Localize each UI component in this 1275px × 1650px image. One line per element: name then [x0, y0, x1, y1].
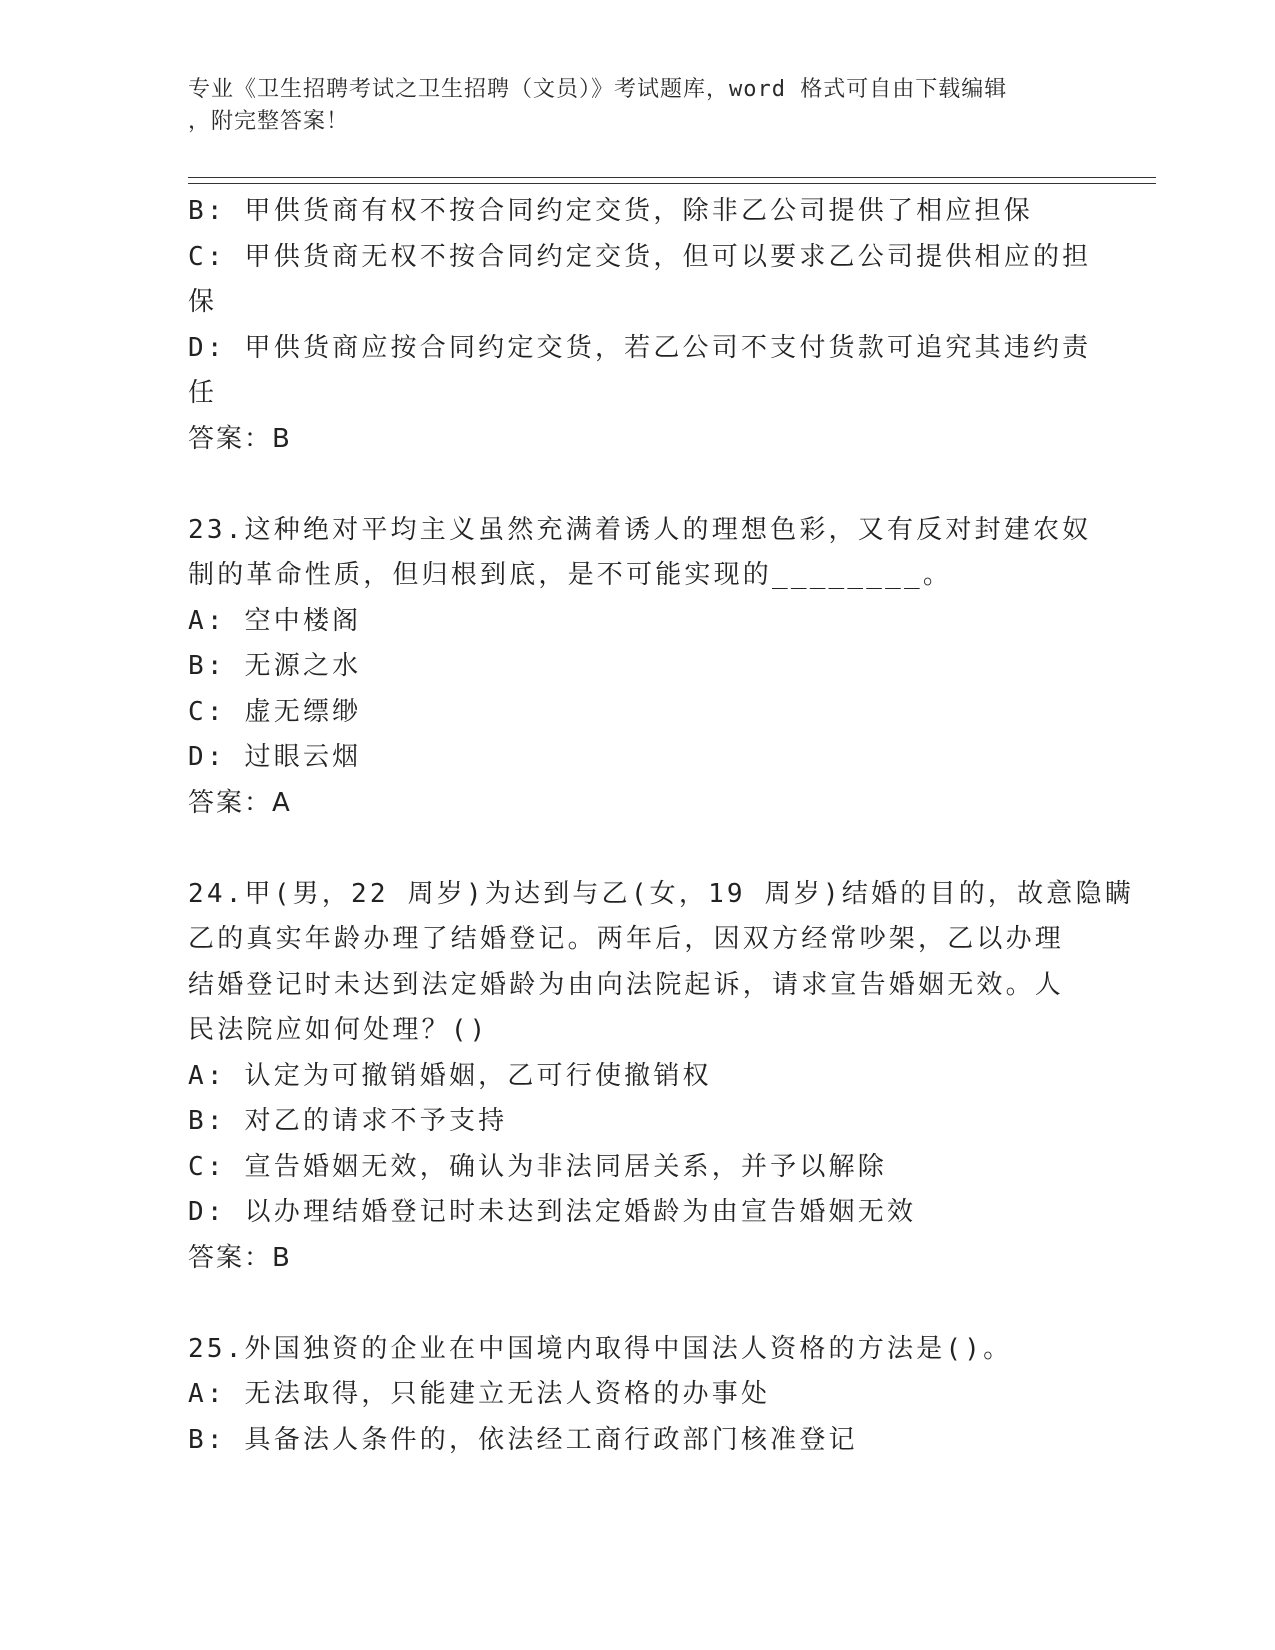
q24-option-c: C: 宣告婚姻无效，确认为非法同居关系，并予以解除	[188, 1151, 887, 1182]
q22-option-c-line-2: 保	[188, 287, 218, 317]
q23-answer: 答案：A	[188, 787, 292, 818]
q22-answer: 答案：B	[188, 423, 292, 454]
q23-option-c: C: 虚无缥缈	[188, 696, 362, 727]
question-22-tail	[188, 189, 1092, 462]
q24-option-a: A: 认定为可撤销婚姻，乙可行使撤销权	[188, 1060, 712, 1091]
q25-option-a: A: 无法取得，只能建立无法人资格的办事处	[188, 1379, 771, 1409]
q24-stem-line-3: 结婚登记时未达到法定婚龄为由向法院起诉，请求宣告婚姻无效。人	[188, 969, 1065, 1000]
spacer	[188, 1281, 1088, 1327]
q24-option-b: B: 对乙的请求不予支持	[188, 1106, 508, 1136]
document-body	[188, 189, 1134, 1463]
document-header	[188, 74, 1088, 138]
spacer	[188, 826, 1088, 872]
q22-option-d-line-1: D: 甲供货商应按合同约定交货，若乙公司不支付货款可追究其违约责	[188, 332, 1092, 363]
header-line-1: 专业《卫生招聘考试之卫生招聘（文员）》考试题库，word 格式可自由下载编辑	[188, 77, 1008, 102]
q23-option-d: D: 过眼云烟	[188, 742, 362, 772]
header-line-2: ，附完整答案！	[188, 109, 350, 134]
q23-stem-line-1: 23.这种绝对平均主义虽然充满着诱人的理想色彩，又有反对封建农奴	[188, 514, 1092, 545]
q22-option-c-line-1: C: 甲供货商无权不按合同约定交货，但可以要求乙公司提供相应的担	[188, 241, 1092, 272]
question-25	[188, 1327, 1088, 1464]
q24-stem-line-4: 民法院应如何处理？()	[188, 1015, 489, 1045]
q24-answer: 答案：B	[188, 1242, 292, 1273]
spacer	[188, 462, 1088, 508]
q23-option-b: B: 无源之水	[188, 651, 362, 681]
header-rule-top	[188, 177, 1156, 178]
q23-option-a: A: 空中楼阁	[188, 605, 362, 636]
question-24	[188, 872, 1134, 1282]
q25-stem-line-1: 25.外国独资的企业在中国境内取得中国法人资格的方法是()。	[188, 1333, 1013, 1364]
question-23	[188, 508, 1092, 827]
q22-option-d-line-2: 任	[188, 378, 218, 408]
q24-option-d: D: 以办理结婚登记时未达到法定婚龄为由宣告婚姻无效	[188, 1197, 917, 1227]
q23-stem-line-2: 制的革命性质，但归根到底，是不可能实现的________。	[188, 560, 953, 590]
q24-stem-line-1: 24.甲(男，22 周岁)为达到与乙(女，19 周岁)结婚的目的，故意隐瞒	[188, 878, 1134, 909]
header-rule-bottom	[188, 183, 1156, 184]
q24-stem-line-2: 乙的真实年龄办理了结婚登记。两年后，因双方经常吵架，乙以办理	[188, 924, 1065, 954]
q25-option-b: B: 具备法人条件的，依法经工商行政部门核准登记	[188, 1424, 858, 1455]
q22-option-b: B: 甲供货商有权不按合同约定交货，除非乙公司提供了相应担保	[188, 196, 1033, 226]
